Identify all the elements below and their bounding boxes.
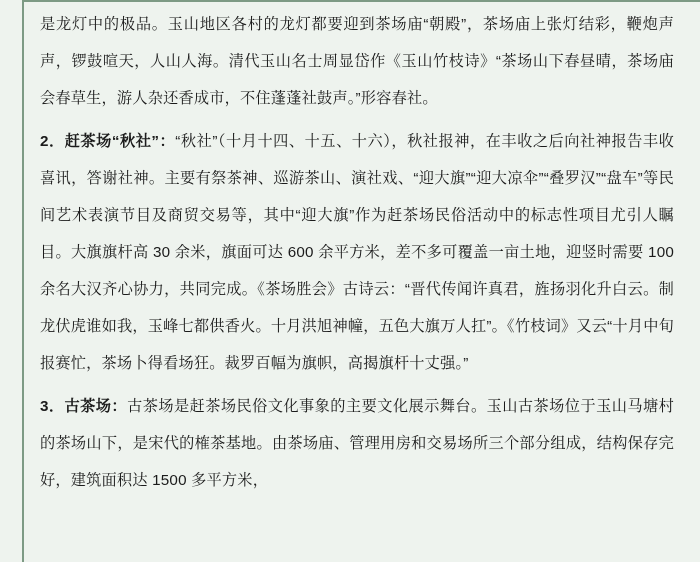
left-border-rule — [22, 0, 24, 562]
paragraph-item-2-text: “秋社”（十月十四、十五、十六），秋社报神，在丰收之后向社神报告丰收喜讯，答谢社神。主要有祭茶神、巡游茶山、演社戏、“迎大旗”“迎大凉伞”“叠罗汉”“盘车”等民间艺术表演节目及商贸交易等，其中“迎大旗”作为赶茶场民俗活动中的标志性项目尤引人瞩目。大旗旗杆高 30 余米，旗面可达 600 余平方米，差不多可覆盖一亩土地，迎竖时需要 100 余名大汉齐心协力，共同完成。《茶场胜会》古诗云：“晋代传闻许真君，旌扬羽化升白云。制龙伏虎谁如我，玉峰七都供香火。十月洪旭神幢，五色大旗万人扛”。《竹枝词》又云“十月中旬报赛忙，茶场卜得看场狂。裁罗百幅为旗帜，高揭旗杆十丈强。” — [40, 133, 674, 372]
paragraph-continuation-text: 是龙灯中的极品。玉山地区各村的龙灯都要迎到茶场庙“朝殿”，茶场庙上张灯结彩，鞭炮声声，锣鼓喧天，人山人海。清代玉山名士周显岱作《玉山竹枝诗》“茶场山下春昼晴，茶场庙会春草生，游人杂还香成市，不住蓬蓬社鼓声。”形容春社。 — [40, 16, 674, 107]
paragraph-item-3-lead: 3．古茶场： — [40, 398, 128, 415]
document-body — [40, 0, 674, 499]
paragraph-item-2-lead: 2．赶茶场“秋社”： — [40, 133, 176, 150]
paragraph-item-3-text: 古茶场是赶茶场民俗文化事象的主要文化展示舞台。玉山古茶场位于玉山马塘村的茶场山下，是宋代的榷茶基地。由茶场庙、管理用房和交易场所三个部分组成，结构保存完好，建筑面积达 1500 多平方米， — [40, 398, 674, 489]
paragraph-item-3 — [40, 388, 674, 499]
paragraph-item-2 — [40, 123, 674, 382]
paragraph-continuation — [40, 6, 674, 117]
